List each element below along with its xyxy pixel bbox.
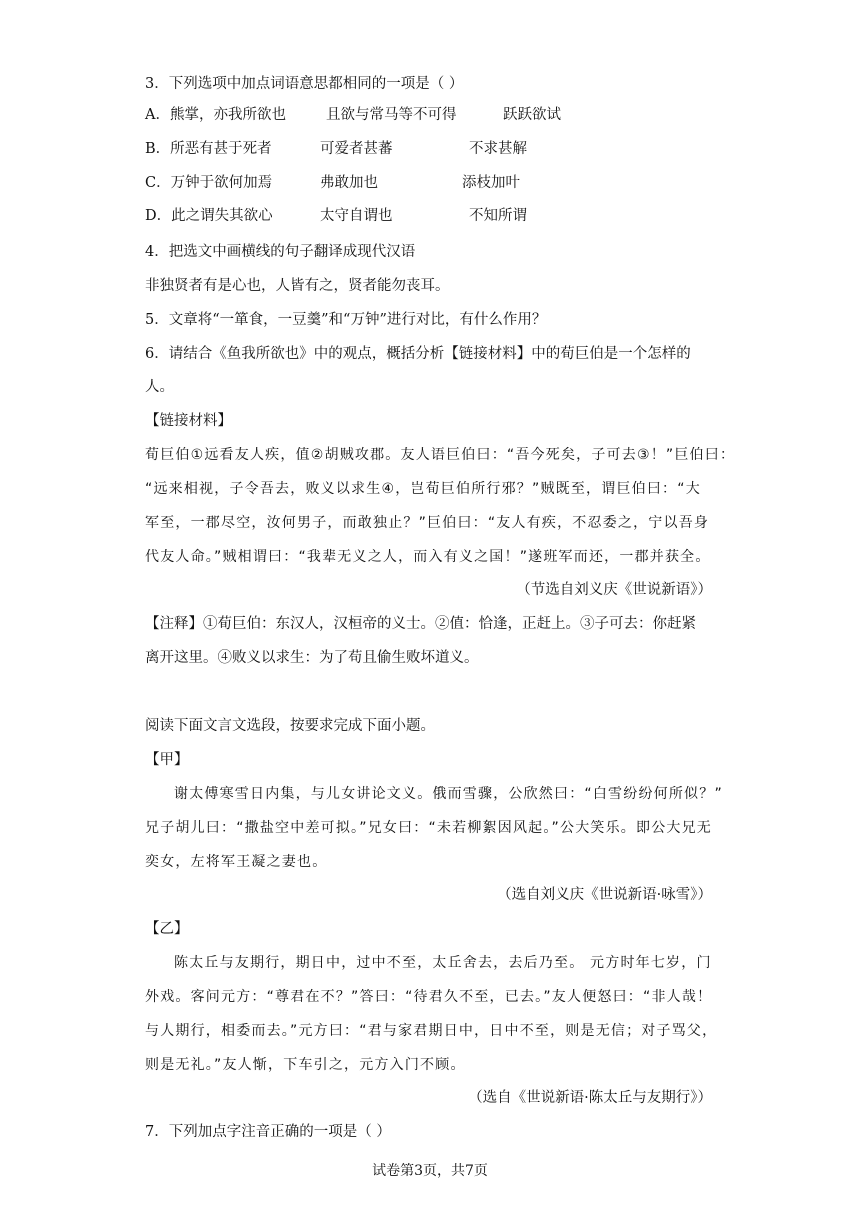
yi-line: 外戏。客问元方：“尊君在不？”答曰：“待君久不至，已去。”友人便怒曰：“非人哉！ [145, 989, 713, 1005]
yi-line: 与人期行，相委而去。”元方曰：“君与家君期日中，日中不至，则是无信；对子骂父， [145, 1023, 718, 1039]
jia-line: 谢太傅寒雪日内集，与儿女讲论文义。俄而雪骤，公欣然曰：“白雪纷纷何所似？” [174, 786, 723, 802]
q3-option-d-part2: 太守自谓也 [320, 208, 393, 224]
q6-source: （节选自刘义庆《世说新语》） [516, 582, 712, 598]
page-footer: 试卷第3页，共7页 [372, 1163, 488, 1179]
q3-option-a-part3: 跃跃欲试 [503, 107, 561, 123]
q3-option-c-part3: 添枝加叶 [462, 175, 520, 191]
yi-line: 陈太丘与友期行，期日中，过中不至，太丘舍去，去后乃至。 元方时年七岁，门 [174, 955, 712, 971]
q6-material-line: “远来相视，子令吾去，败义以求生④，岂荀巨伯所行邪？”贼既至，谓巨伯曰：“大 [145, 481, 701, 497]
q3-option-b-part1: B．所恶有甚于死者 [145, 141, 272, 157]
jia-line: 兄子胡儿曰：“撒盐空中差可拟。”兄女曰：“未若柳絮因风起。”公大笑乐。即公大兄无 [145, 820, 713, 836]
q3-option-c-part2: 弗敢加也 [320, 175, 378, 191]
q3-option-d-part3: 不知所谓 [469, 208, 527, 224]
q4-stem: 4．把选文中画横线的句子翻译成现代汉语 [145, 244, 416, 260]
q3-option-d-part1: D．此之谓失其欲心 [145, 208, 273, 224]
q3-option-a-part1: A．熊掌，亦我所欲也 [145, 107, 286, 123]
yi-source: （选自《世说新语·陈太丘与友期行》） [468, 1090, 712, 1106]
jia-source: （选自刘义庆《世说新语·咏雪》） [497, 887, 712, 903]
q6-material-line: 荀巨伯①远看友人疾，值②胡贼攻郡。友人语巨伯曰：“吾今死矣，子可去③！”巨伯曰： [145, 447, 736, 463]
q6-notes-line1: 【注释】①荀巨伯：东汉人，汉桓帝的义士。②值：恰逢，正赶上。③子可去：你赶紧 [145, 616, 696, 632]
reading-intro: 阅读下面文言文选段，按要求完成下面小题。 [145, 718, 435, 734]
yi-heading: 【乙】 [145, 921, 189, 937]
q6-stem-line2: 人。 [145, 379, 174, 395]
jia-heading: 【甲】 [145, 752, 189, 768]
q3-option-c-part1: C．万钟于欲何加焉 [145, 175, 273, 191]
jia-line: 奕女，左将军王凝之妻也。 [145, 854, 328, 870]
q5-stem: 5．文章将“一箪食，一豆羹”和“万钟”进行对比，有什么作用？ [145, 312, 547, 328]
yi-line: 则是无礼。”友人惭，下车引之，元方入门不顾。 [145, 1057, 466, 1073]
q4-sentence: 非独贤者有是心也，人皆有之，贤者能勿丧耳。 [145, 278, 450, 294]
q3-option-b-part2: 可爱者甚蕃 [320, 141, 393, 157]
q3-stem: 3．下列选项中加点词语意思都相同的一项是（ ） [145, 76, 464, 92]
q3-option-a-part2: 且欲与常马等不可得 [326, 107, 457, 123]
q6-stem-line1: 6．请结合《鱼我所欲也》中的观点，概括分析【链接材料】中的荀巨伯是一个怎样的 [145, 346, 691, 362]
q6-material-line: 军至，一郡尽空，汝何男子，而敢独止？”巨伯曰：“友人有疾，不忍委之，宁以吾身 [145, 515, 710, 531]
q3-option-b-part3: 不求甚解 [469, 141, 527, 157]
q7-stem: 7．下列加点字注音正确的一项是（ ） [145, 1124, 391, 1140]
q6-material-heading: 【链接材料】 [145, 413, 232, 429]
q6-notes-line2: 离开这里。④败义以求生：为了苟且偷生败坏道义。 [145, 650, 479, 666]
q6-material-line: 代友人命。”贼相谓曰：“我辈无义之人，而入有义之国！”遂班军而还，一郡并获全。 [145, 549, 711, 565]
